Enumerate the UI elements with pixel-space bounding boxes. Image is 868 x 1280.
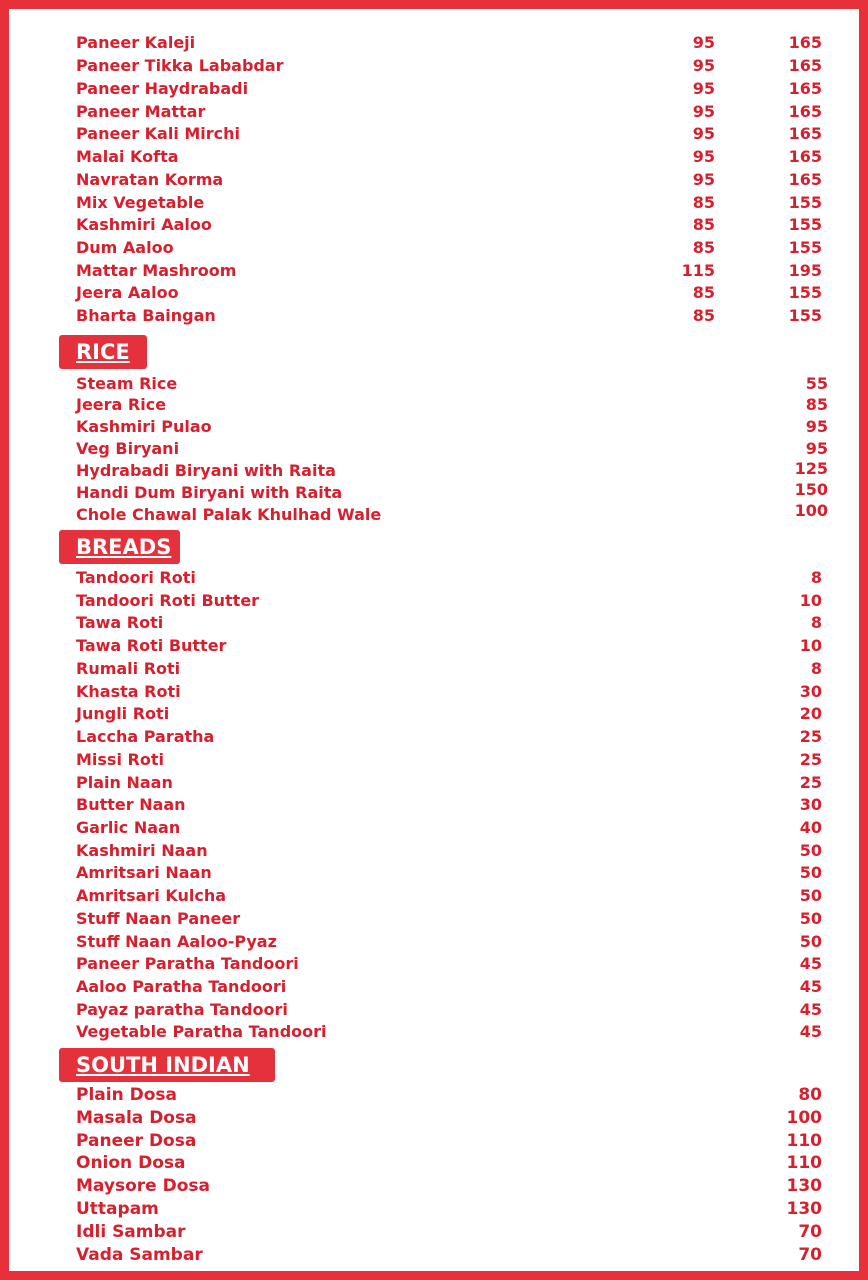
- list-item: [76, 124, 828, 146]
- list-item: [76, 147, 828, 169]
- item-price: 70: [798, 1222, 822, 1242]
- item-name: Aaloo Paratha Tandoori: [76, 977, 287, 996]
- list-item: [76, 977, 828, 999]
- list-item: [76, 1131, 828, 1153]
- item-price: 25: [799, 750, 822, 769]
- list-item: [76, 1085, 828, 1107]
- item-name: Paneer Tikka Lababdar: [76, 56, 284, 75]
- list-item: [76, 1176, 828, 1198]
- item-name: Handi Dum Biryani with Raita: [76, 483, 343, 502]
- item-name: Stuff Naan Paneer: [76, 909, 241, 928]
- list-item: [76, 841, 828, 863]
- item-price: 70: [798, 1245, 822, 1265]
- list-item: [76, 33, 828, 55]
- item-price: 8: [810, 659, 822, 678]
- item-name: Butter Naan: [76, 795, 186, 814]
- half-price: 115: [681, 261, 715, 280]
- item-name: Veg Biryani: [76, 439, 180, 458]
- item-name: Navratan Korma: [76, 170, 224, 189]
- half-price: 95: [692, 102, 715, 121]
- section-header-rice: RICE: [59, 335, 147, 369]
- item-price: 20: [799, 704, 822, 723]
- section-header-south-indian: SOUTH INDIAN: [59, 1048, 275, 1082]
- list-item: [76, 727, 828, 749]
- item-price: 50: [799, 886, 822, 905]
- list-item: [76, 773, 828, 795]
- item-price: 150: [794, 480, 828, 499]
- item-price: 45: [799, 1000, 822, 1019]
- item-name: Idli Sambar: [76, 1222, 186, 1242]
- half-price: 95: [692, 170, 715, 189]
- item-price: 45: [799, 954, 822, 973]
- list-item: [76, 613, 828, 635]
- item-price: 8: [810, 613, 822, 632]
- item-name: Bharta Baingan: [76, 306, 216, 325]
- item-name: Vegetable Paratha Tandoori: [76, 1022, 327, 1041]
- list-item: [76, 461, 828, 483]
- item-name: Paneer Dosa: [76, 1131, 197, 1151]
- list-item: [76, 1199, 828, 1221]
- section-header-breads: BREADS: [59, 530, 180, 564]
- item-name: Amritsari Kulcha: [76, 886, 227, 905]
- full-price: 165: [788, 170, 822, 189]
- half-price: 85: [692, 215, 715, 234]
- full-price: 165: [788, 102, 822, 121]
- full-price: 165: [788, 124, 822, 143]
- item-price: 80: [798, 1085, 822, 1105]
- full-price: 155: [788, 215, 822, 234]
- item-price: 130: [786, 1176, 822, 1196]
- half-price: 85: [692, 193, 715, 212]
- item-name: Maysore Dosa: [76, 1176, 210, 1196]
- item-price: 25: [799, 727, 822, 746]
- item-price: 40: [799, 818, 822, 837]
- item-price: 50: [799, 909, 822, 928]
- list-item: [76, 1245, 828, 1267]
- item-name: Masala Dosa: [76, 1108, 197, 1128]
- list-item: [76, 659, 828, 681]
- list-item: [76, 374, 828, 396]
- item-name: Tawa Roti Butter: [76, 636, 227, 655]
- list-item: [76, 1022, 828, 1044]
- item-name: Tandoori Roti Butter: [76, 591, 260, 610]
- full-price: 195: [788, 261, 822, 280]
- item-price: 125: [794, 459, 828, 478]
- item-price: 10: [799, 591, 822, 610]
- item-price: 45: [799, 977, 822, 996]
- item-name: Hydrabadi Biryani with Raita: [76, 461, 336, 480]
- item-name: Chole Chawal Palak Khulhad Wale: [76, 505, 382, 524]
- item-price: 50: [799, 863, 822, 882]
- item-name: Vada Sambar: [76, 1245, 203, 1265]
- full-price: 155: [788, 283, 822, 302]
- list-item: [76, 682, 828, 704]
- list-item: [76, 1222, 828, 1244]
- item-name: Khasta Roti: [76, 682, 181, 701]
- list-item: [76, 795, 828, 817]
- half-price: 85: [692, 238, 715, 257]
- item-name: Paneer Haydrabadi: [76, 79, 249, 98]
- half-price: 95: [692, 56, 715, 75]
- item-name: Jungli Roti: [76, 704, 170, 723]
- item-name: Paneer Kali Mirchi: [76, 124, 241, 143]
- full-price: 165: [788, 56, 822, 75]
- full-price: 155: [788, 306, 822, 325]
- half-price: 95: [692, 124, 715, 143]
- list-item: [76, 1108, 828, 1130]
- half-price: 85: [692, 283, 715, 302]
- list-item: [76, 501, 828, 527]
- list-item: [76, 395, 828, 417]
- item-name: Garlic Naan: [76, 818, 181, 837]
- item-name: Kashmiri Aaloo: [76, 215, 212, 234]
- half-price: 85: [692, 306, 715, 325]
- item-name: Steam Rice: [76, 374, 178, 393]
- item-name: Mattar Mashroom: [76, 261, 237, 280]
- item-price: 100: [794, 501, 828, 520]
- half-price: 95: [692, 33, 715, 52]
- item-price: 30: [799, 682, 822, 701]
- list-item: [76, 56, 828, 78]
- list-item: [76, 750, 828, 772]
- item-name: Uttapam: [76, 1199, 159, 1219]
- full-price: 165: [788, 147, 822, 166]
- full-price: 165: [788, 79, 822, 98]
- item-price: 25: [799, 773, 822, 792]
- item-name: Jeera Rice: [76, 395, 167, 414]
- item-name: Payaz paratha Tandoori: [76, 1000, 288, 1019]
- list-item: [76, 704, 828, 726]
- item-price: 95: [805, 439, 828, 458]
- list-item: [76, 909, 828, 931]
- item-name: Plain Dosa: [76, 1085, 177, 1105]
- list-item: [76, 102, 828, 124]
- list-item: [76, 886, 828, 908]
- list-item: [76, 261, 828, 283]
- list-item: [76, 568, 828, 590]
- list-item: [76, 591, 828, 613]
- item-name: Onion Dosa: [76, 1153, 186, 1173]
- list-item: [76, 932, 828, 954]
- item-name: Amritsari Naan: [76, 863, 212, 882]
- list-item: [76, 636, 828, 658]
- list-item: [76, 215, 828, 237]
- item-name: Paneer Kaleji: [76, 33, 196, 52]
- list-item: [76, 238, 828, 260]
- item-price: 50: [799, 932, 822, 951]
- item-name: Rumali Roti: [76, 659, 181, 678]
- list-item: [76, 863, 828, 885]
- full-price: 155: [788, 193, 822, 212]
- full-price: 165: [788, 33, 822, 52]
- list-item: [76, 818, 828, 840]
- item-price: 8: [810, 568, 822, 587]
- item-name: Paneer Mattar: [76, 102, 206, 121]
- half-price: 95: [692, 79, 715, 98]
- item-price: 45: [799, 1022, 822, 1041]
- item-price: 95: [805, 417, 828, 436]
- half-price: 95: [692, 147, 715, 166]
- list-item: [76, 480, 828, 505]
- item-price: 100: [786, 1108, 822, 1128]
- item-name: Malai Kofta: [76, 147, 179, 166]
- item-price: 85: [805, 395, 828, 414]
- item-name: Mix Vegetable: [76, 193, 205, 212]
- item-price: 110: [786, 1153, 822, 1173]
- item-name: Kashmiri Pulao: [76, 417, 212, 436]
- list-item: [76, 954, 828, 976]
- list-item: [76, 1153, 828, 1175]
- item-price: 110: [786, 1131, 822, 1151]
- item-name: Jeera Aaloo: [76, 283, 179, 302]
- item-name: Missi Roti: [76, 750, 164, 769]
- item-price: 30: [799, 795, 822, 814]
- item-name: Tandoori Roti: [76, 568, 196, 587]
- item-name: Stuff Naan Aaloo-Pyaz: [76, 932, 277, 951]
- list-item: [76, 193, 828, 215]
- item-price: 10: [799, 636, 822, 655]
- list-item: [76, 417, 828, 439]
- item-name: Paneer Paratha Tandoori: [76, 954, 299, 973]
- list-item: [76, 1000, 828, 1022]
- item-name: Laccha Paratha: [76, 727, 215, 746]
- item-price: 55: [805, 374, 828, 393]
- list-item: [76, 283, 828, 305]
- list-item: [76, 79, 828, 101]
- list-item: [76, 170, 828, 192]
- item-name: Dum Aaloo: [76, 238, 174, 257]
- full-price: 155: [788, 238, 822, 257]
- item-name: Plain Naan: [76, 773, 173, 792]
- item-price: 130: [786, 1199, 822, 1219]
- item-name: Tawa Roti: [76, 613, 164, 632]
- list-item: [76, 306, 828, 328]
- list-item: [76, 439, 828, 461]
- item-price: 50: [799, 841, 822, 860]
- item-name: Kashmiri Naan: [76, 841, 208, 860]
